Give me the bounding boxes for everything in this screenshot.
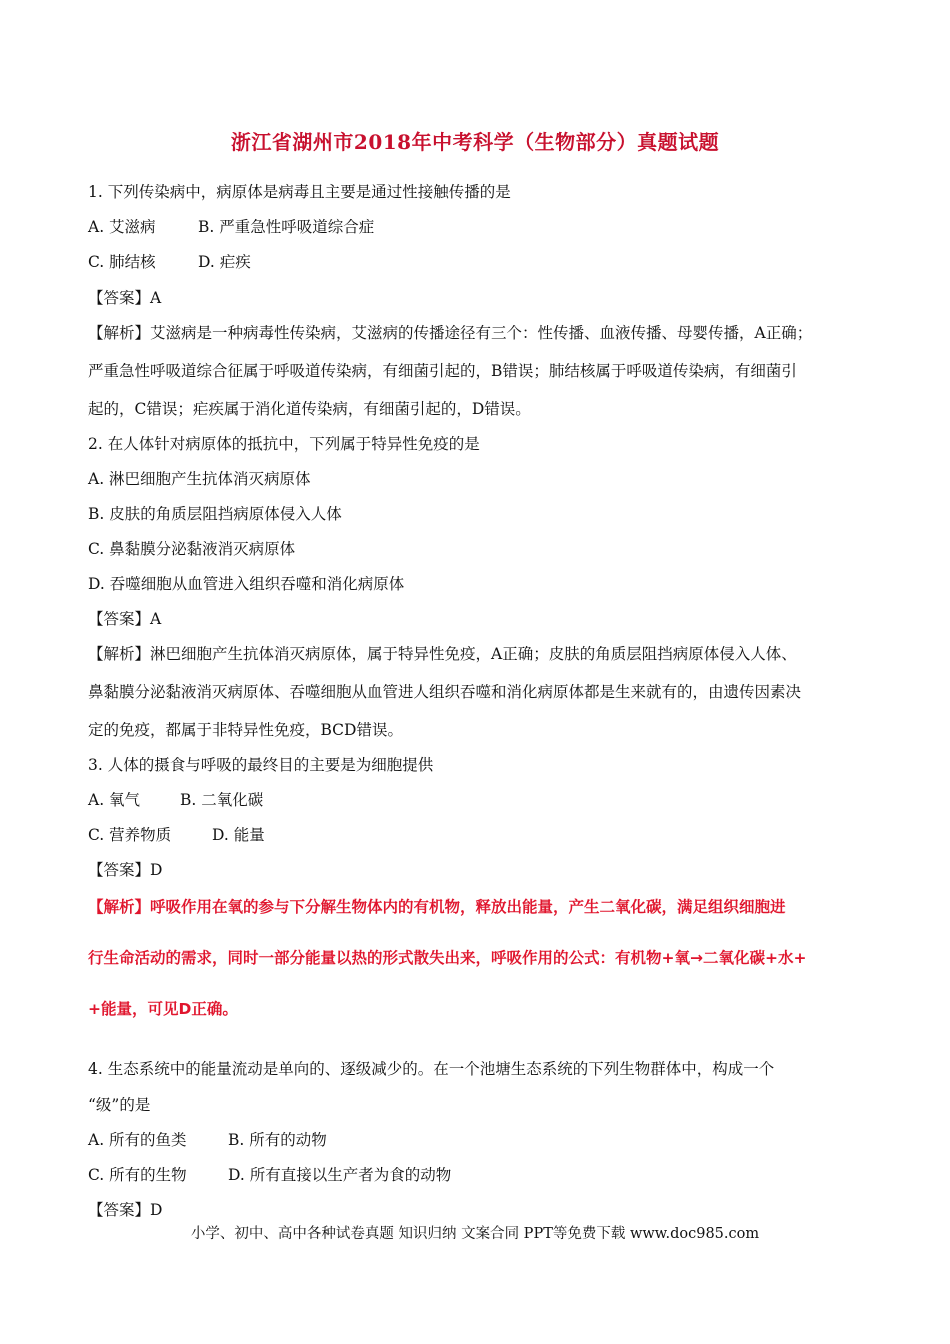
question-1-option-a: A. 艾滋病 <box>88 218 156 236</box>
question-4-stem-line-1: 4. 生态系统中的能量流动是单向的、逐级减少的。在一个池塘生态系统的下列生物群体中，构成一个 <box>88 1060 775 1078</box>
question-1-options-row-2 <box>88 250 251 272</box>
page-footer: 小学、初中、高中各种试卷真题 知识归纳 文案合同 PPT等免费下载 www.doc985.com <box>190 1226 760 1242</box>
question-4-answer: 【答案】D <box>88 1201 163 1219</box>
question-3-option-b: B. 二氧化碳 <box>180 791 264 809</box>
question-2-stem: 2. 在人体针对病原体的抵抗中，下列属于特异性免疫的是 <box>88 435 480 453</box>
question-3-stem: 3. 人体的摄食与呼吸的最终目的主要是为细胞提供 <box>88 756 434 774</box>
question-3-option-a: A. 氧气 <box>88 791 141 809</box>
question-1-options-row-1 <box>88 215 374 237</box>
question-1-stem: 1. 下列传染病中，病原体是病毒且主要是通过性接触传播的是 <box>88 183 511 201</box>
question-4-option-a: A. 所有的鱼类 <box>88 1131 187 1149</box>
question-2-option-b: B. 皮肤的角质层阻挡病原体侵入人体 <box>88 505 342 523</box>
question-4-option-b: B. 所有的动物 <box>228 1131 327 1149</box>
question-3-option-d: D. 能量 <box>212 826 265 844</box>
question-2-analysis-line-2: 鼻黏膜分泌黏液消灭病原体、吞噬细胞从血管进人组织吞噬和消化病原体都是生来就有的，由遗传因素决 <box>88 683 802 701</box>
question-3-options-row-2 <box>88 823 265 845</box>
question-1-option-b: B. 严重急性呼吸道综合症 <box>198 218 375 236</box>
question-3-analysis-line-1: 【解析】呼吸作用在氧的参与下分解生物体内的有机物，释放出能量，产生二氧化碳，满足组织细胞进 <box>88 898 786 916</box>
question-2-analysis-line-1: 【解析】淋巴细胞产生抗体消灭病原体，属于特异性免疫，A正确；皮肤的角质层阻挡病原体侵入人体、 <box>88 645 797 663</box>
question-1-answer: 【答案】A <box>88 289 162 307</box>
question-2-option-d: D. 吞噬细胞从血管进入组织吞噬和消化病原体 <box>88 575 405 593</box>
question-1-option-c: C. 肺结核 <box>88 253 156 271</box>
question-1-analysis-line-1: 【解析】艾滋病是一种病毒性传染病，艾滋病的传播途径有三个：性传播、血液传播、母婴传播，A正确； <box>88 324 813 342</box>
question-1-analysis-line-3: 起的，C错误；疟疾属于消化道传染病，有细菌引起的，D错误。 <box>88 400 531 418</box>
question-4-options-row-1 <box>88 1128 327 1150</box>
question-3-analysis-line-2: 行生命活动的需求，同时一部分能量以热的形式散失出来，呼吸作用的公式：有机物+氧→二氧化碳+水+ <box>88 949 807 967</box>
question-2-option-a: A. 淋巴细胞产生抗体消灭病原体 <box>88 470 311 488</box>
question-4-option-d: D. 所有直接以生产者为食的动物 <box>228 1166 452 1184</box>
question-1-option-d: D. 疟疾 <box>198 253 251 271</box>
question-4-option-c: C. 所有的生物 <box>88 1166 187 1184</box>
question-2-option-c: C. 鼻黏膜分泌黏液消灭病原体 <box>88 540 296 558</box>
question-3-analysis-line-3: +能量，可见D正确。 <box>88 1000 238 1018</box>
question-3-option-c: C. 营养物质 <box>88 826 172 844</box>
question-2-answer: 【答案】A <box>88 610 162 628</box>
question-1-analysis-line-2: 严重急性呼吸道综合征属于呼吸道传染病，有细菌引起的，B错误；肺结核属于呼吸道传染病，有细菌引 <box>88 362 797 380</box>
question-2-analysis-line-3: 定的免疫，都属于非特异性免疫，BCD错误。 <box>88 721 403 739</box>
question-3-answer: 【答案】D <box>88 861 163 879</box>
document-title: 浙江省湖州市2018年中考科学（生物部分）真题试题 <box>230 130 720 154</box>
question-4-stem-line-2: “级”的是 <box>88 1096 151 1114</box>
question-4-options-row-2 <box>88 1163 451 1185</box>
question-3-options-row-1 <box>88 788 263 810</box>
